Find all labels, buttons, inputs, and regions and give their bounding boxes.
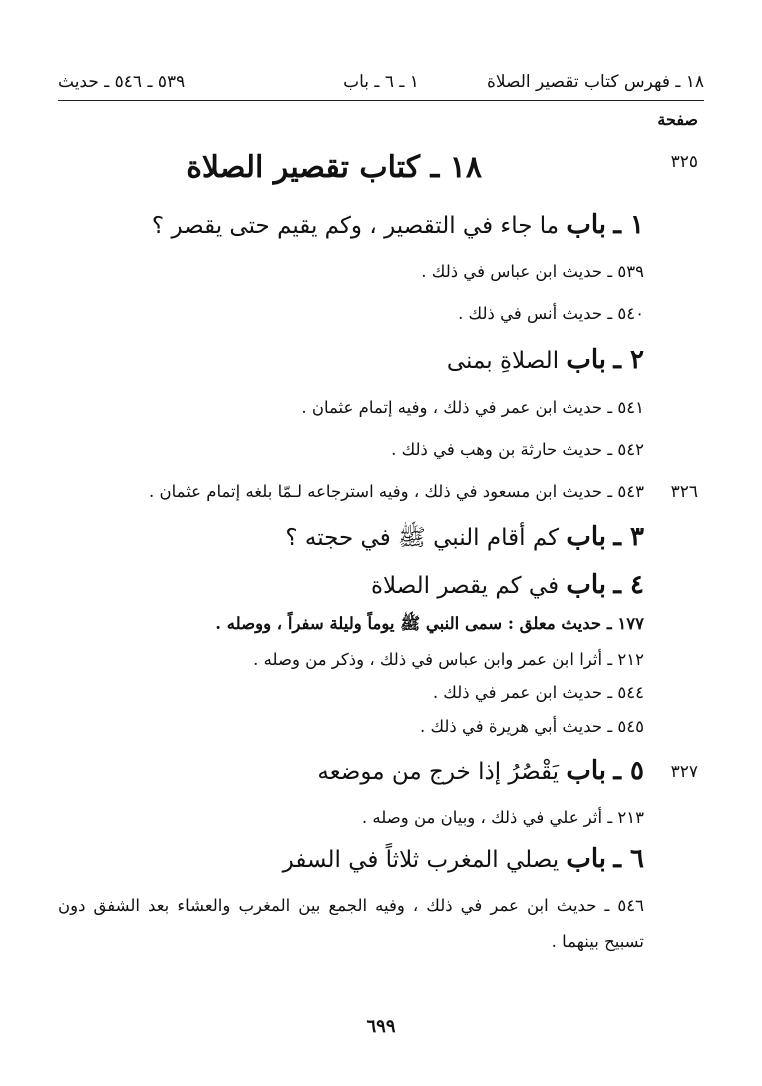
index-item: ٥٤٠ ـ حديث أنس في ذلك .: [458, 304, 644, 323]
bab-word: باب: [566, 844, 607, 874]
chapter-title: الصلاةِ بمنى: [446, 348, 560, 374]
book-page-number: ٣٢٥: [670, 152, 698, 172]
chapter-title: يَقْصُرُ إذا خرج من موضعه: [317, 759, 560, 785]
chapter-number: ١ ـ: [613, 210, 644, 240]
bab-word: باب: [566, 570, 607, 600]
chapter-title: يصلي المغرب ثلاثاً في السفر: [282, 847, 560, 873]
running-header: [58, 72, 704, 98]
header-hadith-range: ٥٣٩ ـ ٥٤٦ ـ حديث: [58, 72, 186, 92]
index-item: ٥٤٢ ـ حديث حارثة بن وهب في ذلك .: [391, 440, 644, 459]
chapter-page-number: ٣٢٧: [670, 762, 698, 782]
chapter-number: ٣ ـ: [613, 522, 644, 552]
index-item: ٢١٢ ـ أثرا ابن عمر وابن عباس في ذلك ، وذكر من وصله .: [253, 650, 644, 669]
chapter-title: ما جاء في التقصير ، وكم يقيم حتى يقصر ؟: [151, 213, 560, 239]
page-number: ٦٩٩: [366, 1016, 396, 1037]
chapter-1: [152, 210, 644, 240]
index-item: ٥٤٤ ـ حديث ابن عمر في ذلك .: [432, 683, 644, 702]
index-item: ٥٤٣ ـ حديث ابن مسعود في ذلك ، وفيه استرجاعه لـمّا بلغه إتمام عثمان .: [149, 482, 644, 501]
bab-word: باب: [566, 210, 607, 240]
chapter-6: [283, 844, 644, 874]
index-item: ٥٤١ ـ حديث ابن عمر في ذلك ، وفيه إتمام عثمان .: [301, 398, 644, 417]
chapter-number: ٢ ـ: [613, 345, 644, 375]
bab-word: باب: [566, 345, 607, 375]
chapter-title: كم أقام النبي ﷺ في حجته ؟: [285, 525, 560, 551]
index-item: ٥٤٥ ـ حديث أبي هريرة في ذلك .: [419, 717, 644, 736]
chapter-3: [285, 522, 644, 557]
index-item: ٥٣٩ ـ حديث ابن عباس في ذلك .: [421, 262, 644, 281]
index-item: ٥٤٦ ـ حديث ابن عمر في ذلك ، وفيه الجمع بين المغرب والعشاء بعد الشفق دون تسبيح بينهما .: [58, 896, 644, 951]
header-rule: [58, 100, 704, 101]
chapter-2: [447, 345, 644, 375]
chapter-title: في كم يقصر الصلاة: [370, 573, 560, 599]
index-item: ١٧٧ ـ حديث معلق : سمى النبي ﷺ يوماً وليلة سفراً ، ووصله .: [215, 614, 644, 633]
book-title: ١٨ ـ كتاب تقصير الصلاة: [186, 150, 482, 185]
header-section-title: ١٨ ـ فهرس كتاب تقصير الصلاة: [486, 72, 704, 92]
chapter-number: ٤ ـ: [613, 570, 644, 600]
bab-word: باب: [566, 756, 607, 786]
index-item: ٢١٣ ـ أثر علي في ذلك ، وبيان من وصله .: [361, 808, 644, 827]
chapter-number: ٦ ـ: [613, 844, 644, 874]
page-column-label: صفحة: [657, 110, 698, 129]
header-chapter-range: ١ ـ ٦ ـ باب: [343, 72, 419, 92]
chapter-5: [317, 756, 644, 786]
item-page-number: ٣٢٦: [670, 482, 698, 502]
bab-word: باب: [566, 522, 607, 552]
chapter-4: [371, 570, 644, 600]
chapter-number: ٥ ـ: [613, 756, 644, 786]
